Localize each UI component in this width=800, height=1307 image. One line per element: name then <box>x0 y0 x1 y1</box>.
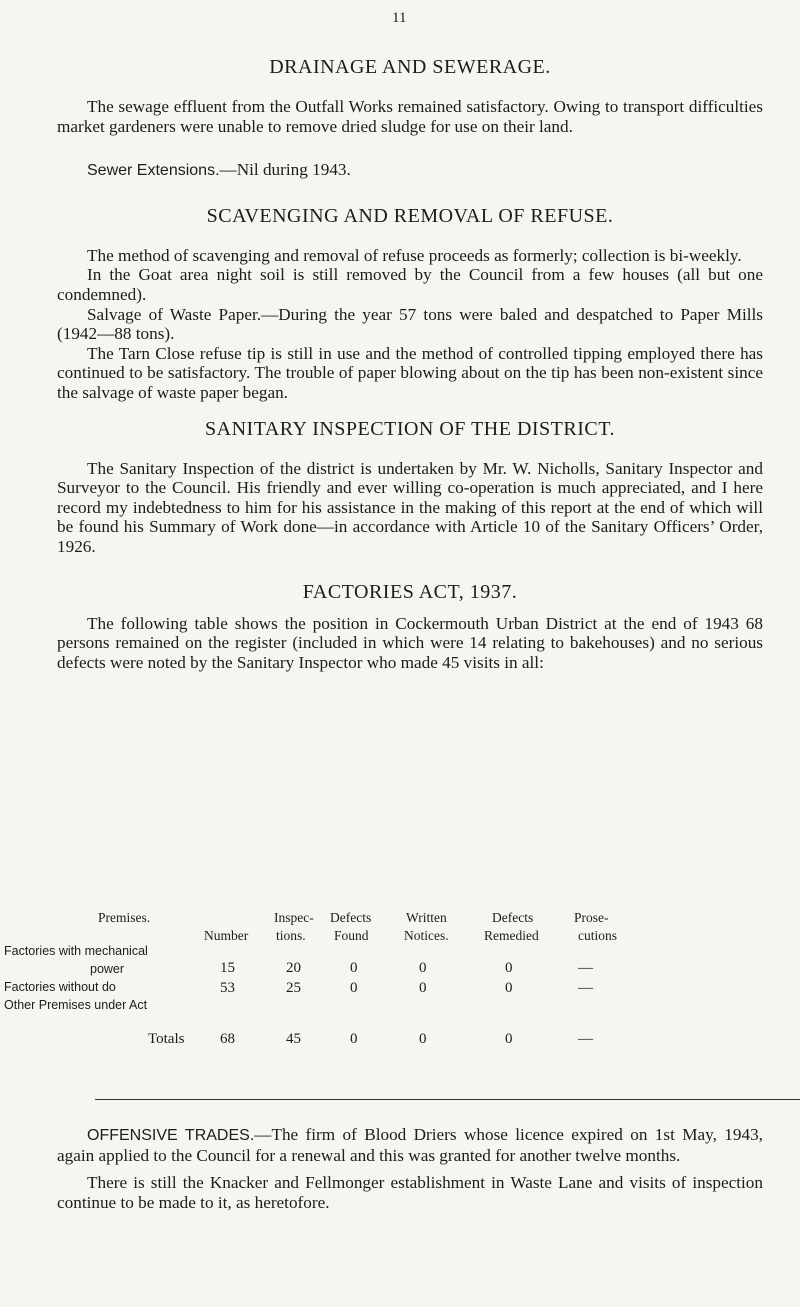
totals-label: Totals <box>148 1031 185 1047</box>
heading-drainage: DRAINAGE AND SEWERAGE. <box>269 56 551 78</box>
scavenging-paragraph-2: In the Goat area night soil is still removed by the Council from a few houses (all but one condemned). <box>57 265 763 304</box>
header-defects-found-line2: Found <box>334 928 369 943</box>
body-text-top <box>57 44 763 672</box>
cell-defects-found: 0 <box>350 960 358 976</box>
scavenging-paragraph-4: The Tarn Close refuse tip is still in use and the method of controlled tipping employed there has continued to be satisfactory. The trouble of paper blowing about on the tip has been non-existent since the salvage of waste paper began. <box>57 343 763 402</box>
offensive-trades-paragraph-2: There is still the Knacker and Fellmonger establishment in Waste Lane and visits of inspection continue to be made to it, as heretofore. <box>57 1173 763 1212</box>
offensive-trades-text: —The firm of Blood Driers whose licence expired on 1st May, 1943, again applied to the Council for a renewal and this was granted for another twelve months. <box>57 1125 763 1165</box>
cell-defects-remedied: 0 <box>505 960 513 976</box>
body-text-bottom <box>57 1125 763 1212</box>
header-written-notices-line1: Written <box>406 910 447 925</box>
header-written-notices-line2: Notices. <box>404 928 449 943</box>
offensive-trades-paragraph-1 <box>57 1125 763 1165</box>
header-prosecutions-line2: cutions <box>578 928 617 943</box>
cell-number: 15 <box>220 960 235 976</box>
totals-written-notices: 0 <box>419 1031 427 1047</box>
row-label: Factories without do <box>4 980 116 994</box>
sewer-extensions-paragraph <box>57 160 763 181</box>
cell-written-notices: 0 <box>419 960 427 976</box>
row-label: Factories with mechanical <box>4 944 148 958</box>
header-defects-remedied-line2: Remedied <box>484 928 539 943</box>
scavenging-paragraph-1: The method of scavenging and removal of refuse proceeds as formerly; collection is bi-weekly. <box>87 245 742 265</box>
sewer-extensions-label: Sewer Extensions. <box>87 162 220 180</box>
scavenging-paragraph-3: Salvage of Waste Paper.—During the year 57 tons were baled and despatched to Paper Mills (1942—88 tons). <box>57 304 763 344</box>
table-bottom-rule <box>95 1099 800 1100</box>
header-inspections-line1: Inspec- <box>274 910 314 925</box>
header-prosecutions-line1: Prose- <box>574 910 609 925</box>
cell-defects-remedied: 0 <box>505 980 513 996</box>
header-premises: Premises. <box>98 910 151 925</box>
heading-scavenging: SCAVENGING AND REMOVAL OF REFUSE. <box>206 204 614 227</box>
offensive-trades-label: OFFENSIVE TRADES. <box>87 1127 255 1144</box>
drainage-paragraph: The sewage effluent from the Outfall Works remained satisfactory. Owing to transport difficulties market gardeners were unable to remove dried sludge for use on their land. <box>57 97 763 136</box>
row-label: power <box>90 962 125 976</box>
totals-defects-remedied: 0 <box>505 1031 513 1047</box>
sanitary-paragraph: The Sanitary Inspection of the district is undertaken by Mr. W. Nicholls, Sanitary Inspector and Surveyor to the Council. His friendly and ever willing co-operation is much appreciated, and I here record my indebtedness to him for his assistance in the making of this report at the end of which will be found his Summary of Work done—in accordance with Article 10 of the Sanitary Officers’ Order, 1926. <box>57 458 763 556</box>
factories-table <box>0 910 800 1120</box>
page-number: 11 <box>392 10 407 26</box>
cell-defects-found: 0 <box>350 980 358 996</box>
factories-paragraph: The following table shows the position in Cockermouth Urban District at the end of 1943 68 persons remained on the register (included in which were 14 relating to bakehouses) and no serious defects were noted by the Sanitary Inspector who made 45 visits in all: <box>57 613 763 672</box>
totals-prosecutions: — <box>578 1031 593 1047</box>
cell-number: 53 <box>220 980 235 996</box>
header-defects-remedied-line1: Defects <box>492 910 534 925</box>
cell-inspections: 25 <box>286 980 301 996</box>
cell-prosecutions: — <box>578 980 593 996</box>
cell-prosecutions: — <box>578 960 593 976</box>
cell-inspections: 20 <box>286 960 301 976</box>
header-inspections-line2: tions. <box>276 928 306 943</box>
totals-defects-found: 0 <box>350 1031 358 1047</box>
row-label: Other Premises under Act <box>4 998 148 1012</box>
heading-factories-act: FACTORIES ACT, 1937. <box>302 580 518 603</box>
sewer-extensions-text: —Nil during 1943. <box>219 160 351 180</box>
header-defects-found-line1: Defects <box>330 910 372 925</box>
header-number: Number <box>204 928 249 943</box>
heading-sanitary-inspection: SANITARY INSPECTION OF THE DISTRICT. <box>205 417 615 440</box>
totals-number: 68 <box>220 1031 235 1047</box>
cell-written-notices: 0 <box>419 980 427 996</box>
totals-inspections: 45 <box>286 1031 301 1047</box>
